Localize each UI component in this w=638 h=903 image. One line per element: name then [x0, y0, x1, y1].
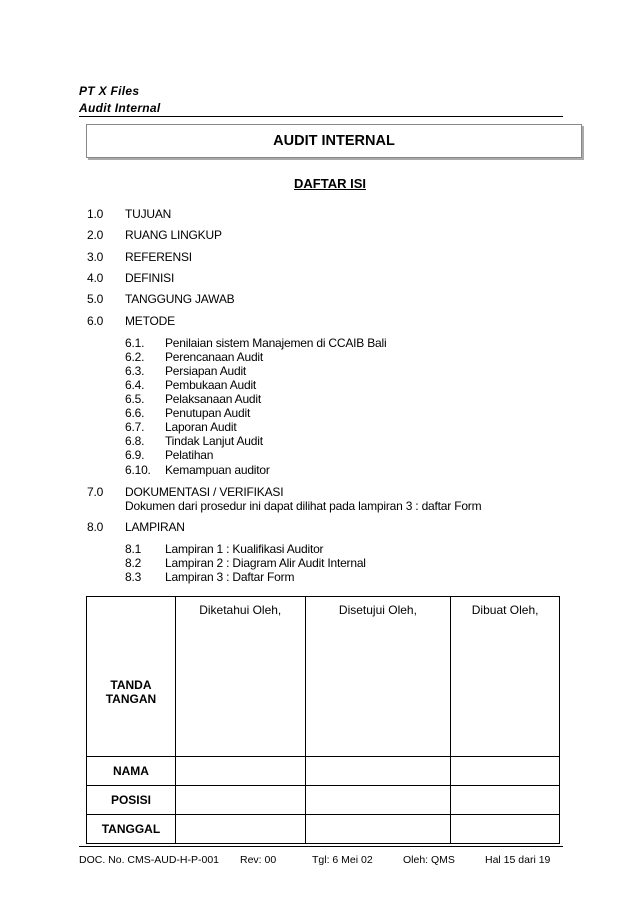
company-name: PT X Files: [79, 84, 140, 98]
table-row: [87, 597, 560, 757]
toc-sublabel: Penutupan Audit: [165, 406, 251, 420]
document-title: AUDIT INTERNAL: [273, 133, 395, 149]
toc-sublabel: Persiapan Audit: [165, 364, 247, 378]
toc-title: DAFTAR ISI: [294, 176, 366, 191]
toc-sublabel: Pelaksanaan Audit: [165, 392, 262, 406]
toc-subnumber: 6.7.: [125, 420, 145, 434]
toc-note-text: Dokumen dari prosedur ini dapat dilihat pada lampiran 3 : daftar Form: [125, 499, 482, 513]
date-cell: [175, 815, 305, 844]
signature-label-line1: TANDA: [110, 677, 152, 692]
footer-revision: Rev: 00: [240, 854, 277, 866]
toc-sublabel: Kemampuan auditor: [165, 463, 270, 477]
toc-sublabel: Lampiran 2 : Diagram Alir Audit Internal: [165, 556, 366, 570]
toc-subnumber: 6.1.: [125, 336, 145, 350]
section-name: Audit Internal: [79, 101, 161, 115]
approved-by-header: Disetujui Oleh,: [305, 597, 451, 757]
toc-label: DEFINISI: [125, 271, 175, 285]
toc-number: 2.0: [87, 228, 104, 242]
made-by-header: Dibuat Oleh,: [451, 597, 560, 757]
position-cell: [305, 786, 451, 815]
toc-number: 4.0: [87, 271, 104, 285]
toc-subnumber: 6.8.: [125, 434, 145, 448]
name-cell: [305, 757, 451, 786]
toc-sublabel: Lampiran 1 : Kualifikasi Auditor: [165, 542, 324, 556]
signature-label-cell: [87, 597, 176, 757]
table-row: [87, 815, 560, 844]
toc-sublabel: Tindak Lanjut Audit: [165, 434, 263, 448]
toc-subnumber: 6.9.: [125, 448, 145, 462]
document-title-box: [86, 124, 582, 158]
toc-subnumber: 6.2.: [125, 350, 145, 364]
toc-sublabel: Pelatihan: [165, 448, 214, 462]
toc-label: REFERENSI: [125, 250, 192, 264]
toc-sublabel: Pembukaan Audit: [165, 378, 257, 392]
header-divider: [79, 116, 563, 117]
date-cell: [451, 815, 560, 844]
toc-sublabel: Laporan Audit: [165, 420, 237, 434]
toc-number: 7.0: [87, 485, 104, 499]
signature-label-line2: TANGAN: [105, 691, 157, 706]
footer-doc-number: DOC. No. CMS-AUD-H-P-001: [79, 854, 220, 866]
toc-number: 3.0: [87, 250, 104, 264]
footer-page: Hal 15 dari 19: [485, 854, 551, 866]
toc-subnumber: 6.5.: [125, 392, 145, 406]
toc-number: 6.0: [87, 314, 104, 328]
footer-author: Oleh: QMS: [403, 854, 455, 866]
toc-subnumber: 8.1: [125, 542, 142, 556]
signature-table: [86, 596, 560, 844]
footer-divider: [79, 846, 563, 847]
position-label: POSISI: [87, 786, 176, 815]
date-cell: [305, 815, 451, 844]
toc-subnumber: 6.10.: [125, 463, 151, 477]
date-label: TANGGAL: [87, 815, 176, 844]
toc-subnumber: 6.4.: [125, 378, 145, 392]
table-row: [87, 757, 560, 786]
toc-sublabel: Perencanaan Audit: [165, 350, 264, 364]
toc-number: 5.0: [87, 292, 104, 306]
toc-label: TUJUAN: [125, 207, 172, 221]
table-row: [87, 786, 560, 815]
toc-label: METODE: [125, 314, 175, 328]
name-cell: [175, 757, 305, 786]
toc-subnumber: 8.3: [125, 570, 142, 584]
name-label: NAMA: [87, 757, 176, 786]
name-cell: [451, 757, 560, 786]
toc-label: RUANG LINGKUP: [125, 228, 222, 242]
known-by-header: Diketahui Oleh,: [175, 597, 305, 757]
toc-label: DOKUMENTASI / VERIFIKASI: [125, 485, 284, 499]
toc-label: TANGGUNG JAWAB: [125, 292, 235, 306]
toc-subnumber: 6.3.: [125, 364, 145, 378]
position-cell: [175, 786, 305, 815]
toc-label: LAMPIRAN: [125, 520, 185, 534]
toc-sublabel: Penilaian sistem Manajemen di CCAIB Bali: [165, 336, 387, 350]
toc-sublabel: Lampiran 3 : Daftar Form: [165, 570, 295, 584]
toc-subnumber: 8.2: [125, 556, 142, 570]
toc-number: 8.0: [87, 520, 104, 534]
footer-date: Tgl: 6 Mei 02: [312, 854, 373, 866]
toc-number: 1.0: [87, 207, 104, 221]
toc-subnumber: 6.6.: [125, 406, 145, 420]
position-cell: [451, 786, 560, 815]
